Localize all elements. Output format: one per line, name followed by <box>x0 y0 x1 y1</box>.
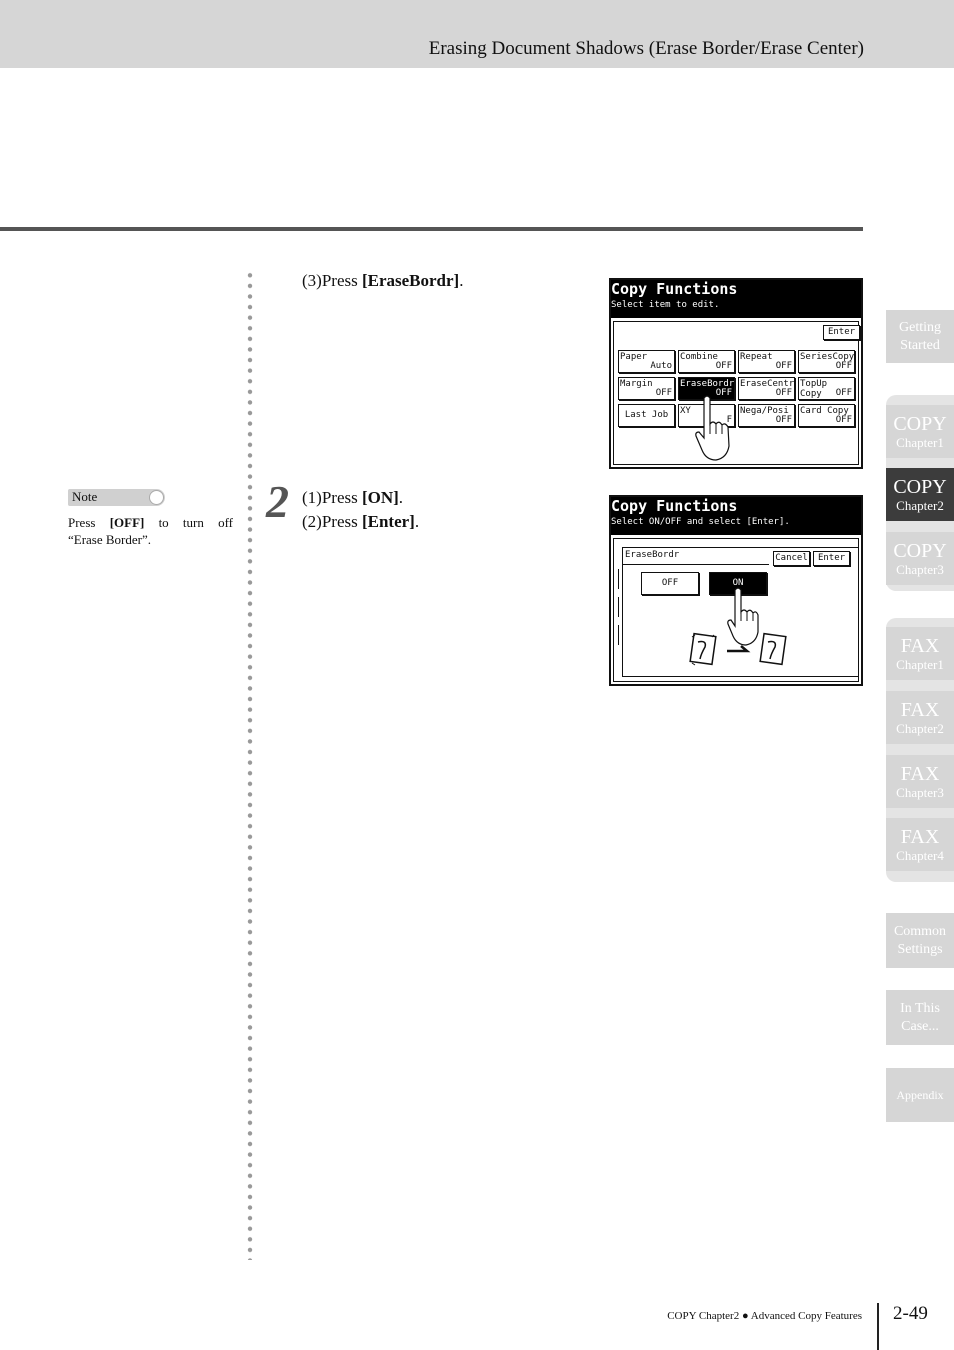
button-name: Card Copy <box>800 406 849 416</box>
last-job-button[interactable] <box>618 404 675 427</box>
tab-title: FAX <box>900 826 940 848</box>
tab-copy-chapter3[interactable] <box>886 532 954 585</box>
button-name: EraseCentr <box>740 379 795 389</box>
tab-subtitle: Chapter2 <box>896 721 944 736</box>
tab-line-2: Case... <box>901 1018 939 1034</box>
substep-3-button-label: [EraseBordr] <box>361 271 460 290</box>
pointing-hand-icon <box>694 394 732 464</box>
note-circle-icon <box>149 490 164 505</box>
lcd-header <box>611 280 861 318</box>
lcd-body <box>613 538 859 682</box>
button-state: OFF <box>715 361 732 371</box>
footer-section: Advanced Copy Features <box>750 1310 862 1322</box>
tab-line-1: Common <box>893 923 947 939</box>
dotted-divider <box>247 270 253 1260</box>
tab-subtitle: Chapter3 <box>896 785 944 800</box>
erasecentr-button[interactable] <box>738 377 795 400</box>
note-label: Note <box>72 489 98 504</box>
button-name: Last Job <box>624 410 669 420</box>
tab-copy-chapter1[interactable] <box>886 405 954 458</box>
step-2-line-1-prefix: (1)Press <box>302 488 362 507</box>
tab-fax-chapter2[interactable] <box>886 691 954 744</box>
tab-title: FAX <box>900 635 940 657</box>
lcd-body <box>613 321 859 465</box>
tab-title: COPY <box>893 540 947 562</box>
tab-subtitle: Chapter3 <box>896 562 944 577</box>
lcd-subtitle: Select item to edit. <box>611 300 720 310</box>
button-state: F <box>726 415 732 425</box>
cancel-button[interactable]: Cancel <box>773 551 810 566</box>
button-name: SeriesCopy <box>800 352 855 362</box>
lcd-header <box>611 497 861 535</box>
document-clean-icon <box>759 632 787 666</box>
document-border-icon <box>689 632 717 666</box>
tab-common-settings[interactable] <box>886 913 954 968</box>
tab-line-1: Appendix <box>896 1088 944 1102</box>
tab-subtitle: Chapter2 <box>896 498 944 513</box>
tab-line-1: In This <box>900 1000 940 1016</box>
button-name: TopUp Copy <box>800 379 828 399</box>
footer-breadcrumb <box>667 1310 862 1322</box>
step-2-line-1 <box>302 488 403 508</box>
pointing-hand-icon <box>726 586 760 648</box>
tab-copy-chapter2[interactable] <box>886 468 954 521</box>
tab-title: COPY <box>893 413 947 435</box>
substep-3-instruction <box>302 271 463 291</box>
dialog-label-underline <box>623 564 769 565</box>
enter-button[interactable]: Enter <box>823 325 860 340</box>
page-header-title: Erasing Document Shadows (Erase Border/Erase Center) <box>428 38 864 59</box>
note-text-start: Press <box>68 515 110 530</box>
button-name: Combine <box>680 352 718 362</box>
lcd-subtitle: Select ON/OFF and select [Enter]. <box>611 517 790 527</box>
nega-posi-button[interactable] <box>738 404 795 427</box>
step-2-line-2-suffix: . <box>414 512 420 531</box>
button-name: Nega/Posi <box>740 406 789 416</box>
button-name: Margin <box>620 379 653 389</box>
lcd-title: Copy Functions <box>611 280 738 298</box>
button-state: Auto <box>650 361 672 371</box>
section-rule <box>0 227 863 231</box>
button-name: XY <box>680 406 691 416</box>
tab-line-2: Started <box>900 337 940 353</box>
button-state: OFF <box>775 388 792 398</box>
tab-in-this-case[interactable] <box>886 990 954 1045</box>
tab-fax-chapter3[interactable] <box>886 755 954 808</box>
step-number: 2 <box>266 476 289 527</box>
step-2-line-1-button-label: [ON] <box>361 488 399 507</box>
tab-line-1: Getting <box>899 319 941 335</box>
button-state: OFF <box>775 361 792 371</box>
topup-copy-button[interactable] <box>798 377 855 400</box>
button-name: Paper <box>620 352 648 362</box>
button-state: OFF <box>655 388 672 398</box>
tab-line-2: Settings <box>897 941 943 957</box>
on-button[interactable]: ON <box>709 572 767 595</box>
card-copy-button[interactable] <box>798 404 855 427</box>
button-name: Repeat <box>740 352 773 362</box>
off-button[interactable]: OFF <box>641 572 699 595</box>
button-name: EraseBordr <box>680 379 735 389</box>
combine-button[interactable] <box>678 350 735 373</box>
lcd-screen-erase-border <box>609 495 863 686</box>
footer-divider <box>877 1303 879 1350</box>
step-2-line-2 <box>302 512 419 532</box>
step-2-line-2-prefix: (2)Press <box>302 512 362 531</box>
tab-title: COPY <box>893 476 947 498</box>
paper-button[interactable] <box>618 350 675 373</box>
tab-fax-chapter1[interactable] <box>886 627 954 680</box>
tab-getting-started[interactable] <box>886 310 954 363</box>
note-text-bold: [OFF] <box>109 515 145 530</box>
tab-subtitle: Chapter1 <box>896 657 944 672</box>
step-2-line-1-suffix: . <box>398 488 404 507</box>
footer-chapter: COPY Chapter2 <box>667 1310 740 1322</box>
page-number: 2-49 <box>893 1303 928 1324</box>
seriescopy-button[interactable] <box>798 350 855 373</box>
button-state: OFF <box>835 388 852 398</box>
tab-appendix[interactable] <box>886 1068 954 1122</box>
bullet-icon: ● <box>741 1310 749 1322</box>
button-state: OFF <box>715 388 732 398</box>
tab-subtitle: Chapter1 <box>896 435 944 450</box>
tab-subtitle: Chapter4 <box>896 848 944 863</box>
substep-3-suffix: . <box>459 271 464 290</box>
dialog-label: EraseBordr <box>625 550 680 560</box>
enter-button[interactable]: Enter <box>813 551 850 566</box>
repeat-button[interactable] <box>738 350 795 373</box>
note-text-line-2: “Erase Border”. <box>68 532 152 547</box>
margin-button[interactable] <box>618 377 675 400</box>
lcd-screen-copy-functions <box>609 278 863 469</box>
note-text <box>68 513 233 532</box>
button-state: OFF <box>775 415 792 425</box>
step-2-line-2-button-label: [Enter] <box>361 512 415 531</box>
substep-3-prefix: (3)Press <box>302 271 362 290</box>
button-state: OFF <box>835 361 852 371</box>
lcd-title: Copy Functions <box>611 497 738 515</box>
button-state: OFF <box>835 415 852 425</box>
tab-fax-chapter4[interactable] <box>886 818 954 871</box>
tab-title: FAX <box>900 699 940 721</box>
note-text-end: to turn off <box>144 515 233 530</box>
tab-title: FAX <box>900 763 940 785</box>
